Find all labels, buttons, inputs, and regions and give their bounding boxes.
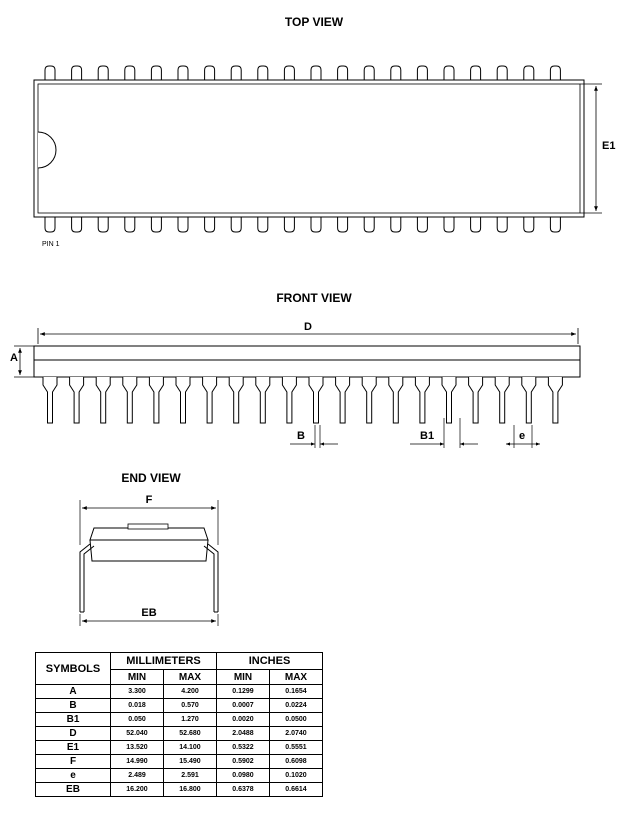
value-cell: 14.100 xyxy=(164,741,217,755)
top-pin xyxy=(497,66,507,80)
top-pin xyxy=(444,66,454,80)
in-min-header: MIN xyxy=(217,670,270,685)
f-label: F xyxy=(145,494,153,506)
value-cell: 2.0740 xyxy=(270,727,323,741)
front-package-base xyxy=(34,360,580,377)
value-cell: 0.5902 xyxy=(217,755,270,769)
table-row xyxy=(36,685,323,699)
top-pin xyxy=(151,217,161,232)
front-lead xyxy=(548,377,562,423)
symbol-cell: E1 xyxy=(36,741,111,755)
front-lead xyxy=(522,377,536,423)
front-view xyxy=(10,291,580,448)
d-label: D xyxy=(304,321,312,333)
top-pin xyxy=(45,217,55,232)
top-pin xyxy=(178,66,188,80)
front-lead xyxy=(336,377,350,423)
top-pin xyxy=(231,66,241,80)
top-pin xyxy=(444,217,454,232)
table-row xyxy=(36,783,323,797)
front-lead xyxy=(442,377,456,423)
value-cell: 0.0007 xyxy=(217,699,270,713)
front-lead xyxy=(176,377,190,423)
table-row xyxy=(36,769,323,783)
value-cell: 0.1299 xyxy=(217,685,270,699)
front-lead xyxy=(70,377,84,423)
top-pin xyxy=(364,217,374,232)
top-pin xyxy=(284,217,294,232)
front-lead xyxy=(149,377,163,423)
e-label: e xyxy=(519,430,526,442)
front-lead xyxy=(362,377,376,423)
top-pin xyxy=(417,66,427,80)
top-pin xyxy=(338,217,348,232)
top-pin xyxy=(417,217,427,232)
symbols-header: SYMBOLS xyxy=(36,653,111,685)
millimeters-header: MILLIMETERS xyxy=(111,653,217,670)
value-cell: 3.300 xyxy=(111,685,164,699)
top-pin xyxy=(338,66,348,80)
top-pin xyxy=(125,66,135,80)
value-cell: 52.680 xyxy=(164,727,217,741)
end-view xyxy=(80,471,218,626)
front-package-body xyxy=(34,346,580,360)
value-cell: 14.990 xyxy=(111,755,164,769)
top-pin xyxy=(231,217,241,232)
top-pins-lower xyxy=(45,217,560,232)
front-lead xyxy=(43,377,57,423)
a-label: A xyxy=(10,352,18,364)
value-cell: 0.018 xyxy=(111,699,164,713)
value-cell: 16.800 xyxy=(164,783,217,797)
top-pin xyxy=(391,217,401,232)
top-pin xyxy=(98,217,108,232)
mm-min-header: MIN xyxy=(111,670,164,685)
top-pin xyxy=(311,66,321,80)
front-lead xyxy=(309,377,323,423)
top-pin xyxy=(98,66,108,80)
end-view-title: END VIEW xyxy=(121,471,181,485)
front-leads xyxy=(43,377,562,423)
front-lead xyxy=(495,377,509,423)
top-pins-upper xyxy=(45,66,560,80)
value-cell: 0.1020 xyxy=(270,769,323,783)
value-cell: 4.200 xyxy=(164,685,217,699)
top-pin xyxy=(258,66,268,80)
top-package-body xyxy=(34,80,584,217)
top-pin xyxy=(471,66,481,80)
end-package-bottom xyxy=(90,540,208,561)
end-package-tab xyxy=(128,524,168,529)
top-pin xyxy=(524,217,534,232)
symbol-cell: A xyxy=(36,685,111,699)
table-row xyxy=(36,713,323,727)
front-lead xyxy=(96,377,110,423)
top-view xyxy=(34,15,615,248)
top-pin xyxy=(391,66,401,80)
front-lead xyxy=(282,377,296,423)
pin1-label: PIN 1 xyxy=(42,241,60,248)
top-pin xyxy=(72,217,82,232)
value-cell: 15.490 xyxy=(164,755,217,769)
value-cell: 1.270 xyxy=(164,713,217,727)
value-cell: 0.6098 xyxy=(270,755,323,769)
value-cell: 0.0224 xyxy=(270,699,323,713)
symbol-cell: B xyxy=(36,699,111,713)
top-pin xyxy=(364,66,374,80)
top-pin xyxy=(550,217,560,232)
symbol-cell: e xyxy=(36,769,111,783)
front-lead xyxy=(229,377,243,423)
top-pin xyxy=(72,66,82,80)
symbol-cell: EB xyxy=(36,783,111,797)
front-view-title: FRONT VIEW xyxy=(276,291,352,305)
symbol-cell: D xyxy=(36,727,111,741)
value-cell: 0.050 xyxy=(111,713,164,727)
top-pin xyxy=(125,217,135,232)
value-cell: 52.040 xyxy=(111,727,164,741)
top-pin xyxy=(311,217,321,232)
e1-label: E1 xyxy=(602,140,616,152)
value-cell: 0.1654 xyxy=(270,685,323,699)
top-pin xyxy=(284,66,294,80)
table-row xyxy=(36,699,323,713)
value-cell: 2.489 xyxy=(111,769,164,783)
value-cell: 0.5322 xyxy=(217,741,270,755)
value-cell: 0.570 xyxy=(164,699,217,713)
symbol-cell: B1 xyxy=(36,713,111,727)
value-cell: 0.0020 xyxy=(217,713,270,727)
front-lead xyxy=(256,377,270,423)
top-pin xyxy=(205,66,215,80)
table-row xyxy=(36,755,323,769)
value-cell: 16.200 xyxy=(111,783,164,797)
top-pin xyxy=(524,66,534,80)
top-pin xyxy=(45,66,55,80)
front-lead xyxy=(415,377,429,423)
top-pin xyxy=(471,217,481,232)
mm-max-header: MAX xyxy=(164,670,217,685)
inches-header: INCHES xyxy=(217,653,323,670)
top-pin xyxy=(151,66,161,80)
b1-label: B1 xyxy=(420,430,435,442)
b-label: B xyxy=(297,430,305,442)
front-lead xyxy=(469,377,483,423)
top-pin xyxy=(497,217,507,232)
value-cell: 13.520 xyxy=(111,741,164,755)
eb-label: EB xyxy=(141,607,157,619)
front-lead xyxy=(203,377,217,423)
value-cell: 0.6614 xyxy=(270,783,323,797)
in-max-header: MAX xyxy=(270,670,323,685)
value-cell: 2.591 xyxy=(164,769,217,783)
end-package-top xyxy=(90,528,208,540)
top-view-title: TOP VIEW xyxy=(284,15,344,29)
top-pin xyxy=(550,66,560,80)
value-cell: 0.0980 xyxy=(217,769,270,783)
value-cell: 0.0500 xyxy=(270,713,323,727)
table-row xyxy=(36,741,323,755)
front-lead xyxy=(123,377,137,423)
value-cell: 0.5551 xyxy=(270,741,323,755)
front-lead xyxy=(389,377,403,423)
symbol-cell: F xyxy=(36,755,111,769)
table-row xyxy=(36,727,323,741)
dimensions-table xyxy=(35,652,323,797)
value-cell: 2.0488 xyxy=(217,727,270,741)
top-pin xyxy=(258,217,268,232)
top-pin xyxy=(205,217,215,232)
value-cell: 0.6378 xyxy=(217,783,270,797)
top-pin xyxy=(178,217,188,232)
